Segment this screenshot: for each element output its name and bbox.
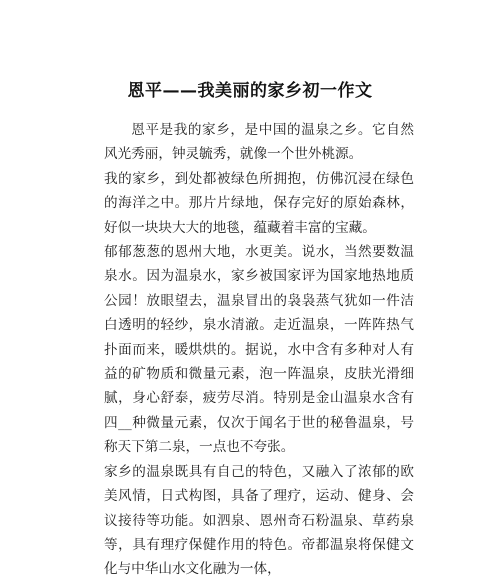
paragraph: 家乡的温泉既具有自己的特色，又融入了浓郁的欧美风情，日式构图，具备了理疗，运动、健身、会议接待等功能。如泗泉、恩州奇石粉温泉、草药泉等，具有理疗保健作用的特色。帝都温泉将保健文化与中华山水文化融为一体， <box>104 463 414 578</box>
paragraph: 郁郁葱葱的恩州大地，水更美。说水，当然要数温泉水。因为温泉水，家乡被国家评为国家地热地质公园！放眼望去，温泉冒出的袅袅蒸气犹如一件洁白透明的轻纱，泉水清澈。走近温泉，一阵阵热气扑面而来，暖烘烘的。据说，水中含有多种对人有益的矿物质和微量元素，泡一阵温泉，皮肤光滑细腻，身心舒泰，疲劳尽消。特别是金山温泉水含有四__种微量元素，仅次于闻名于世的秘鲁温泉，号称天下第二泉，一点也不夸张。 <box>104 244 414 456</box>
paragraph: 恩平是我的家乡，是中国的温泉之乡。它自然风光秀丽，钟灵毓秀，就像一个世外桃源。 <box>104 122 414 163</box>
document-title: 恩平——我美丽的家乡初一作文 <box>127 81 373 101</box>
paragraph: 我的家乡，到处都被绿色所拥抱，仿佛沉浸在绿色的海洋之中。那片片绿地，保存完好的原始森林，好似一块块大大的地毯，蕴藏着丰富的宝藏。 <box>104 170 414 236</box>
document-body <box>104 118 414 582</box>
